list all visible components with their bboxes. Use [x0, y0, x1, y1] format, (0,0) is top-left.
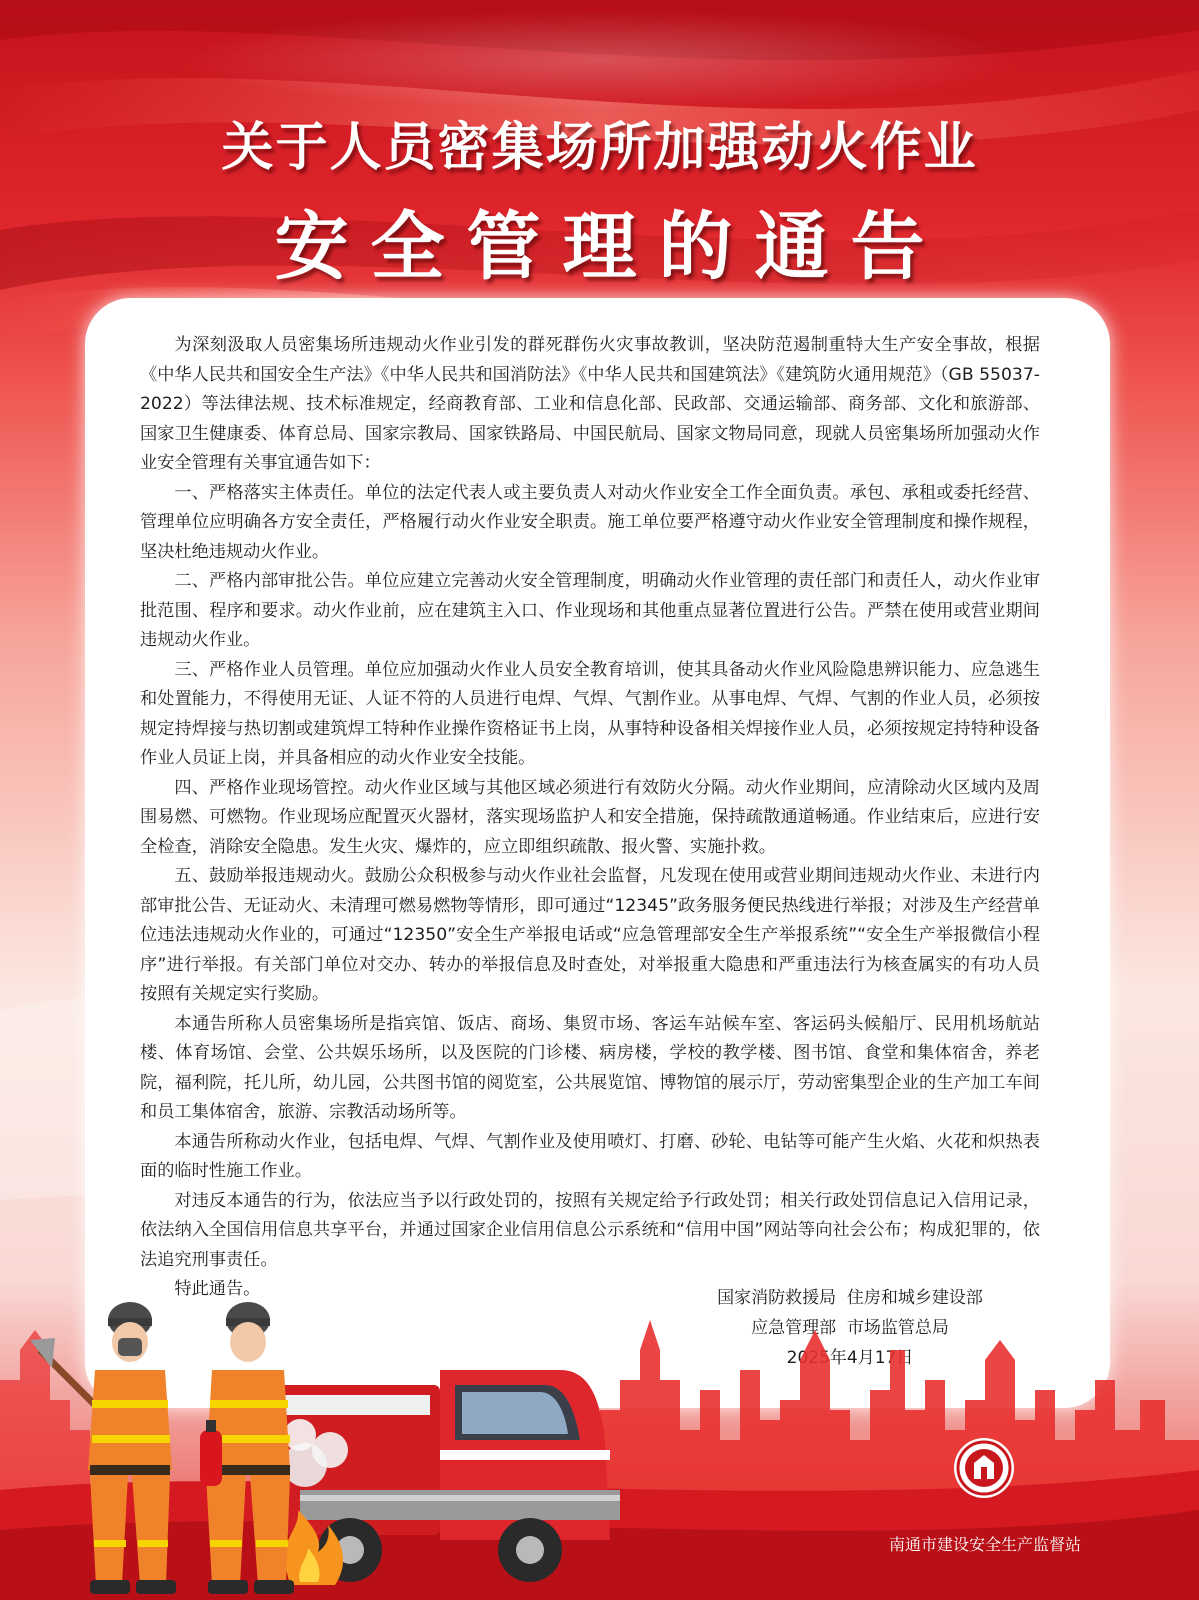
- penalty-paragraph: 对违反本通告的行为，依法应当予以行政处罚的，按照有关规定给予行政处罚；相关行政处罚信息记入信用记录，依法纳入全国信用信息共享平台，并通过国家企业信用信息公示系统和“信用中国”网站等向社会公布；构成犯罪的，依法追究刑事责任。: [140, 1190, 1040, 1270]
- notice-intro-paragraph: 为深刻汲取人员密集场所违规动火作业引发的群死群伤火灾事故教训，坚决防范遏制重特大生产安全事故，根据《中华人民共和国安全生产法》《中华人民共和国消防法》《中华人民共和国建筑法》《建筑防火通用规范》（GB 55037-2022）等法律法规、技术标准规定，经商教育部、工业和信息化部、民政部、交通运输部、商务部、文化和旅游部、国家卫生健康委、体育总局、国家宗教局、国家铁路局、中国民航局、国家文物局同意，现就人员密集场所加强动火作业安全管理有关事宜通告如下：: [140, 335, 1040, 473]
- issue-date: 2025年4月17日: [786, 1348, 914, 1368]
- notice-title-line2: 安全管理的通告: [274, 204, 947, 290]
- notice-title-line1: 关于人员密集场所加强动火作业: [221, 117, 978, 178]
- closing-paragraph: 特此通告。: [174, 1279, 261, 1299]
- safety-supervision-emblem-icon: [953, 1437, 1015, 1499]
- signature-line2: 应急管理部 市场监管总局: [751, 1318, 949, 1338]
- crowded-places-definition: 本通告所称人员密集场所是指宾馆、饭店、商场、集贸市场、客运车站候车室、客运码头候船厅、民用机场航站楼、体育场馆、会堂、公共娱乐场所，以及医院的门诊楼、病房楼，学校的教学楼、图书馆、食堂和集体宿舍，养老院，福利院，托儿所，幼儿园，公共图书馆的阅览室，公共展览馆、博物馆的展示厅，劳动密集型企业的生产加工车间和员工集体宿舍，旅游、宗教活动场所等。: [140, 1013, 1040, 1122]
- notice-item-4: 四、严格作业现场管控。动火作业区域与其他区域必须进行有效防火分隔。动火作业期间，应清除动火区域内及周围易燃、可燃物。作业现场应配置灭火器材，落实现场监护人和安全措施，保持疏散通道畅通。作业结束后，应进行安全检查，消除安全隐患。发生火灾、爆炸的，应立即组织疏散、报火警、实施扑救。: [140, 777, 1040, 857]
- notice-item-3: 三、严格作业人员管理。单位应加强动火作业人员安全教育培训，使其具备动火作业风险隐患辨识能力、应急逃生和处置能力，不得使用无证、人证不符的人员进行电焊、气焊、气割作业。从事电焊、气焊、气割的作业人员，必须按规定持焊接与热切割或建筑焊工特种作业操作资格证书上岗，从事特种设备相关焊接作业人员，必须按规定持特种设备作业人员证上岗，并具备相应的动火作业安全技能。: [140, 659, 1040, 768]
- fire-extinguisher-icon: [200, 1430, 222, 1486]
- notice-item-1: 一、严格落实主体责任。单位的法定代表人或主要负责人对动火作业安全工作全面负责。承包、承租或委托经营、管理单位应明确各方安全责任，严格履行动火作业安全职责。施工单位要严格遵守动火作业安全管理制度和操作规程，坚决杜绝违规动火作业。: [140, 482, 1040, 562]
- notice-item-2: 二、严格内部审批公告。单位应建立完善动火安全管理制度，明确动火作业管理的责任部门和责任人，动火作业审批范围、程序和要求。动火作业前，应在建筑主入口、作业现场和其他重点显著位置进行公告。严禁在使用或营业期间违规动火作业。: [140, 571, 1040, 650]
- notice-body: [140, 331, 1040, 1305]
- signature-line1: 国家消防救援局 住房和城乡建设部: [717, 1288, 983, 1308]
- hot-work-definition: 本通告所称动火作业，包括电焊、气焊、气割作业及使用喷灯、打磨、砂轮、电钻等可能产生火焰、火花和炽热表面的临时性施工作业。: [140, 1131, 1040, 1181]
- issuing-organization: 南通市建设安全生产监督站: [888, 1535, 1081, 1554]
- notice-item-5: 五、鼓励举报违规动火。鼓励公众积极参与动火作业社会监督，凡发现在使用或营业期间违规动火作业、未进行内部审批公告、无证动火、未清理可燃易燃物等情形，即可通过“12345”政务服务便民热线进行举报；对涉及生产经营单位违法违规动火作业的，可通过“12350”安全生产举报电话或“应急管理部安全生产举报系统”“安全生产举报微信小程序”进行举报。有关部门单位对交办、转办的举报信息及时查处，对举报重大隐患和严重违法行为核查属实的有功人员按照有关规定实行奖励。: [140, 866, 1040, 1004]
